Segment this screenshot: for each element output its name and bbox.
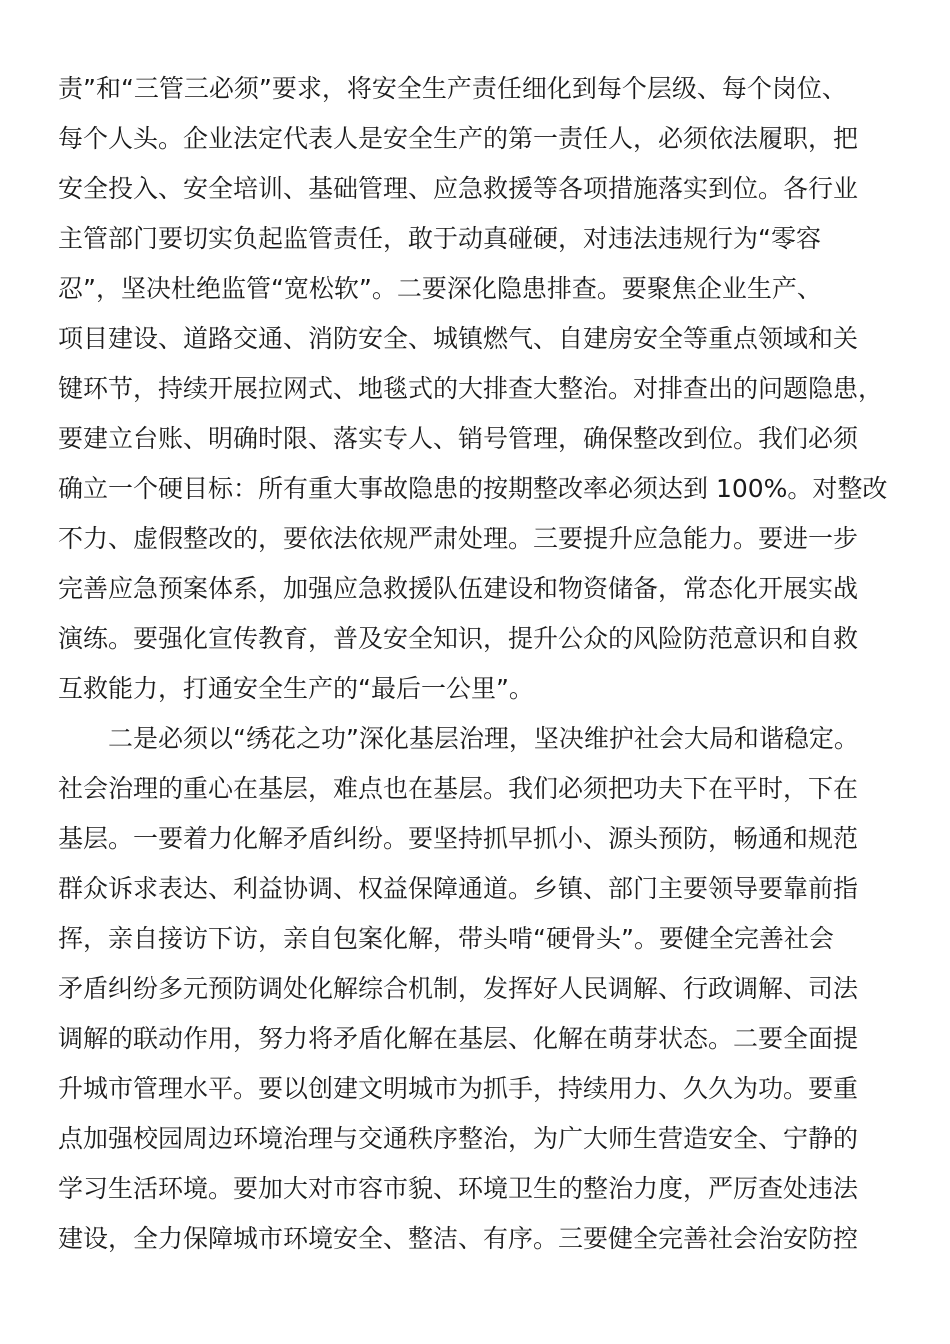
text-line: 学习生活环境。要加大对市容市貌、环境卫生的整治力度，严厉查处违法	[58, 1174, 859, 1203]
text-line: 每个人头。企业法定代表人是安全生产的第一责任人，必须依法履职，把	[58, 124, 859, 153]
text-line: 键环节，持续开展拉网式、地毯式的大排查大整治。对排查出的问题隐患，	[58, 374, 884, 403]
text-line: 建设，全力保障城市环境安全、整洁、有序。三要健全完善社会治安防控	[58, 1224, 859, 1253]
text-line: 不力、虚假整改的，要依法依规严肃处理。三要提升应急能力。要进一步	[58, 524, 859, 553]
text-line: 升城市管理水平。要以创建文明城市为抓手，持续用力、久久为功。要重	[58, 1074, 859, 1103]
text-line: 确立一个硬目标：所有重大事故隐患的按期整改率必须达到 100%。对整改	[58, 474, 888, 503]
text-line: 基层。一要着力化解矛盾纠纷。要坚持抓早抓小、源头预防，畅通和规范	[58, 824, 859, 853]
text-line: 要建立台账、明确时限、落实专人、销号管理，确保整改到位。我们必须	[58, 424, 859, 453]
text-line: 忍”，坚决杜绝监管“宽松软”。二要深化隐患排查。要聚焦企业生产、	[58, 274, 822, 303]
text-line: 互救能力，打通安全生产的“最后一公里”。	[58, 674, 534, 703]
text-line: 演练。要强化宣传教育，普及安全知识，提升公众的风险防范意识和自救	[58, 624, 859, 653]
text-line: 挥，亲自接访下访，亲自包案化解，带头啃“硬骨头”。要健全完善社会	[58, 924, 834, 953]
text-line: 群众诉求表达、利益协调、权益保障通道。乡镇、部门主要领导要靠前指	[58, 874, 859, 903]
text-line: 安全投入、安全培训、基础管理、应急救援等各项措施落实到位。各行业	[58, 174, 859, 203]
text-line: 项目建设、道路交通、消防安全、城镇燃气、自建房安全等重点领域和关	[58, 324, 859, 353]
text-line: 点加强校园周边环境治理与交通秩序整治，为广大师生营造安全、宁静的	[58, 1124, 859, 1153]
paragraph-start-line: 二是必须以“绣花之功”深化基层治理，坚决维护社会大局和谐稳定。	[108, 724, 859, 753]
text-line: 完善应急预案体系，加强应急救援队伍建设和物资储备，常态化开展实战	[58, 574, 859, 603]
text-line: 主管部门要切实负起监管责任，敢于动真碰硬，对违法违规行为“零容	[58, 224, 821, 253]
text-line: 调解的联动作用，努力将矛盾化解在基层、化解在萌芽状态。二要全面提	[58, 1024, 859, 1053]
text-line: 矛盾纠纷多元预防调处化解综合机制，发挥好人民调解、行政调解、司法	[58, 974, 859, 1003]
text-line: 责”和“三管三必须”要求，将安全生产责任细化到每个层级、每个岗位、	[58, 74, 847, 103]
text-line: 社会治理的重心在基层，难点也在基层。我们必须把功夫下在平时，下在	[58, 774, 859, 803]
body-text	[58, 64, 892, 1264]
